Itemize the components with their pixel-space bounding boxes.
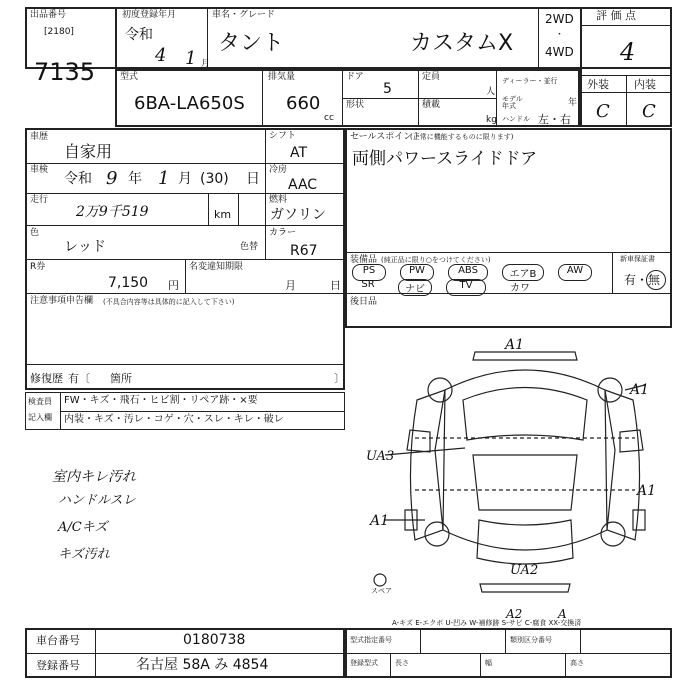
inspector-line-2: 内装・キズ・汚レ・コゲ・穴・スレ・キレ・破レ bbox=[64, 414, 284, 425]
height-label: 高さ bbox=[570, 659, 584, 667]
length-label: 長さ bbox=[395, 659, 409, 667]
color-value: レッド bbox=[64, 239, 106, 255]
selling-label: セールスポイント bbox=[350, 132, 422, 142]
mark-a1-right: A1 bbox=[637, 483, 657, 499]
plate-label: 登録番号 bbox=[36, 659, 80, 672]
model-code: 6BA-LA650S bbox=[134, 93, 245, 114]
color-change-label: 色替 bbox=[240, 242, 259, 252]
inspect-month: 1 bbox=[158, 168, 170, 189]
color-code: R67 bbox=[290, 243, 318, 259]
mark-a1-right-top: A1 bbox=[630, 382, 650, 398]
type-label: 車歴 bbox=[30, 132, 49, 142]
inspector-line-1: FW・キズ・飛石・ヒビ割・リペア跡・×要 bbox=[64, 395, 258, 406]
hand-note-1: 室内キレ汚れ bbox=[52, 469, 136, 485]
car-damage-diagram bbox=[345, 330, 672, 620]
lot-sub: [2180] bbox=[44, 27, 74, 37]
inspect-day-unit: 日 bbox=[246, 171, 260, 187]
repair-label: 修復歴 bbox=[30, 372, 63, 385]
fuel-label: 燃料 bbox=[269, 195, 288, 205]
repair-bracket: 〕 bbox=[334, 372, 345, 385]
overall-score: 4 bbox=[620, 38, 636, 66]
drive-4wd: 4WD bbox=[545, 45, 574, 59]
mark-a: A bbox=[558, 607, 567, 621]
notes-sub: (不具合内容等は具体的に記入して下さい) bbox=[103, 298, 235, 306]
load-label: 積載 bbox=[422, 100, 441, 110]
drive-2wd: 2WD bbox=[545, 12, 574, 26]
inspect-day: (30) bbox=[200, 171, 229, 187]
equip-ps: PS bbox=[352, 264, 386, 281]
width-label: 幅 bbox=[485, 659, 492, 667]
inspector-label-2: 記入欄 bbox=[28, 413, 52, 422]
name-change-month: 月 bbox=[285, 279, 296, 292]
hand-note-3: A/Cキズ bbox=[58, 520, 108, 535]
car-name: タント bbox=[218, 31, 285, 56]
load-unit: kg bbox=[486, 115, 497, 125]
lot-label: 出品番号 bbox=[30, 10, 67, 20]
reg-era: 令和 bbox=[125, 27, 153, 43]
reg-year: 4 bbox=[155, 45, 167, 66]
equip-leather: カワ bbox=[510, 283, 530, 294]
repair-value: 有〔 bbox=[68, 372, 90, 385]
mark-a1-left: A1 bbox=[370, 513, 390, 529]
warranty-label: 新車保証書 bbox=[620, 255, 655, 263]
car-grade: カスタムX bbox=[410, 31, 514, 56]
ac-label: 冷房 bbox=[269, 165, 288, 175]
selling-sub: (正常に機能するものに限ります) bbox=[410, 133, 514, 141]
cc-label: 排気量 bbox=[268, 72, 296, 82]
spare-label: スペア bbox=[371, 587, 392, 595]
reg-month-unit: 月 bbox=[201, 59, 211, 69]
equip-label: 装備品 bbox=[350, 255, 378, 265]
chassis-label: 車台番号 bbox=[36, 634, 80, 647]
score-label: 評 価 点 bbox=[596, 9, 636, 22]
mileage-value: 2万9千519 bbox=[76, 204, 149, 220]
inspector-label-1: 検査員 bbox=[28, 397, 52, 406]
equip-sub: (純正品に限り○をつけてください) bbox=[381, 256, 491, 264]
handle-value: 左・右 bbox=[538, 113, 571, 126]
reg-month: 1 bbox=[185, 48, 197, 69]
cc-unit: cc bbox=[324, 113, 334, 123]
reg-form-label: 登録型式 bbox=[350, 659, 378, 667]
equip-sr: SR bbox=[361, 279, 375, 290]
shape-label: 形状 bbox=[346, 100, 365, 110]
cap-unit: 人 bbox=[486, 87, 496, 97]
inspect-month-unit: 月 bbox=[178, 171, 192, 187]
plate-value: 名古屋 58A み 4854 bbox=[136, 657, 269, 673]
equip-aw: AW bbox=[558, 264, 592, 281]
warranty-value: 有・無 bbox=[624, 273, 661, 287]
type-value: 自家用 bbox=[64, 142, 113, 161]
equip-abs: ABS bbox=[448, 264, 488, 281]
dealer-label: ディーラー・並行 bbox=[502, 77, 558, 85]
recycle-unit: 円 bbox=[168, 279, 179, 292]
designated-label: 型式指定番号 bbox=[350, 636, 392, 644]
recycle-value: 7,150 bbox=[108, 275, 149, 291]
reg-label: 初度登録年月 bbox=[122, 10, 177, 20]
mark-a1-top: A1 bbox=[505, 337, 525, 353]
warranty-no-circle bbox=[646, 270, 666, 290]
notes-label: 注意事項申告欄 bbox=[30, 296, 94, 306]
shift-value: AT bbox=[290, 145, 308, 161]
hand-note-4: キズ汚れ bbox=[58, 547, 110, 562]
equip-tv: TV bbox=[446, 279, 486, 296]
handle-label: ハンドル bbox=[502, 115, 530, 123]
inspect-label: 車検 bbox=[30, 165, 49, 175]
model-label: 型式 bbox=[120, 72, 139, 82]
tail-label: 後日品 bbox=[350, 297, 378, 307]
inspect-era: 令和 bbox=[64, 171, 92, 187]
car-name-label: 車名・グレード bbox=[212, 10, 276, 20]
equip-row-2 bbox=[352, 279, 540, 296]
ac-value: AAC bbox=[288, 177, 318, 193]
recycle-label: R券 bbox=[30, 262, 46, 272]
color-label: 色 bbox=[30, 228, 40, 238]
damage-legend: A-キズ E-エクボ U-凹み W-補修跡 S-サビ C-腐食 XX-交換済 bbox=[392, 619, 582, 627]
name-change-day: 日 bbox=[330, 279, 341, 292]
ext-label: 外装 bbox=[587, 78, 609, 91]
chassis-value: 0180738 bbox=[183, 632, 246, 648]
class-label: 類別区分番号 bbox=[510, 636, 552, 644]
door-value: 5 bbox=[383, 81, 392, 97]
hand-note-2: ハンドルスレ bbox=[58, 493, 136, 508]
door-label: ドア bbox=[346, 72, 364, 82]
ext-score: C bbox=[596, 101, 610, 122]
mark-ua3: UA3 bbox=[366, 449, 395, 464]
equip-airbag: エアB bbox=[502, 264, 544, 281]
mileage-unit: km bbox=[214, 208, 232, 221]
int-score: C bbox=[642, 101, 656, 122]
mileage-label: 走行 bbox=[30, 195, 49, 205]
color-code-label: カラー bbox=[269, 228, 297, 238]
inspect-year-unit: 年 bbox=[128, 171, 142, 187]
fuel-value: ガソリン bbox=[270, 207, 326, 223]
drive-dot: ・ bbox=[555, 30, 565, 40]
model-year-unit: 年 bbox=[568, 98, 578, 108]
mark-a2: A2 bbox=[506, 607, 523, 621]
selling-text: 両側パワースライドドア bbox=[352, 149, 538, 169]
cap-label: 定員 bbox=[422, 72, 441, 82]
lot-number: 7135 bbox=[34, 58, 96, 86]
name-change-label: 名変違知期限 bbox=[189, 262, 244, 272]
equip-navi: ナビ bbox=[398, 279, 432, 296]
model-year-label: モデル年式 bbox=[502, 95, 523, 110]
cc-value: 660 bbox=[286, 93, 321, 114]
inspect-year: 9 bbox=[106, 168, 118, 189]
shift-label: シフト bbox=[269, 131, 297, 141]
equip-pw: PW bbox=[400, 264, 434, 281]
mark-ua2: UA2 bbox=[510, 563, 539, 578]
int-label: 内装 bbox=[634, 78, 656, 91]
repair-loc: 箇所 bbox=[110, 372, 132, 385]
